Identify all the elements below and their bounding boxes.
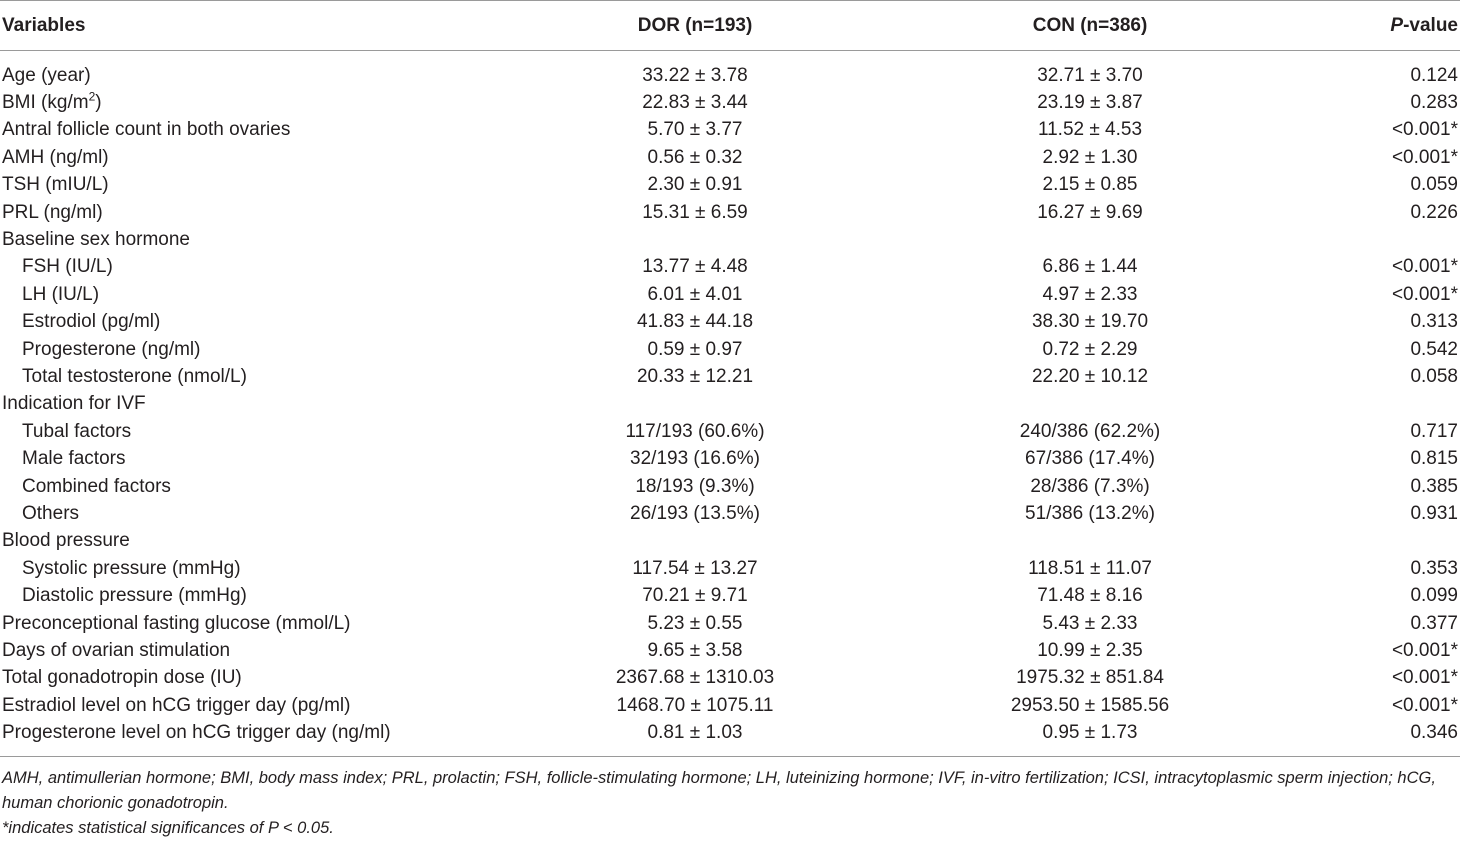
table-row [0,117,1460,144]
row-label-text: Male factors [22,448,126,470]
table-row [0,89,1460,116]
row-label-text: Preconceptional fasting glucose (mmol/L) [2,612,351,634]
table-body [0,51,1460,747]
dor-value: 2.30 ± 0.91 [647,174,743,196]
p-value: 0.346 [1410,722,1458,744]
table-row [0,445,1460,472]
p-value: <0.001* [1391,639,1458,661]
p-value: <0.001* [1391,256,1458,278]
row-label-text: Antral follicle count in both ovaries [2,119,291,141]
table-row [0,62,1460,89]
con-value: 67/386 (17.4%) [1025,448,1155,470]
row-label [0,448,520,470]
row-label-tail: ) [95,92,102,114]
table-row [0,226,1460,253]
row-label [0,202,520,224]
con-value: 2.15 ± 0.85 [1042,174,1138,196]
dor-value: 15.31 ± 6.59 [642,201,748,223]
dor-value: 32/193 (16.6%) [630,448,760,470]
dor-value: 18/193 (9.3%) [635,475,755,497]
row-label-text: Diastolic pressure (mmHg) [22,585,247,607]
row-label-text: Blood pressure [2,530,130,552]
table-row [0,309,1460,336]
p-value: <0.001* [1391,694,1458,716]
table-row [0,719,1460,746]
row-label [0,311,520,333]
p-value: <0.001* [1391,146,1458,168]
table-row [0,144,1460,171]
row-label [0,366,520,388]
row-label [0,640,520,662]
footnote-significance: *indicates statistical significances of P < 0.05. [2,819,334,837]
row-label [0,695,520,717]
row-label [0,476,520,498]
row-label-text: AMH (ng/ml) [2,146,109,168]
header-con: CON (n=386) [1032,14,1148,36]
p-value: 0.353 [1410,557,1458,579]
con-value: 1975.32 ± 851.84 [1016,667,1164,689]
table-row [0,172,1460,199]
footnote-abbreviations: AMH, antimullerian hormone; BMI, body mass index; PRL, prolactin; FSH, follicle-stimulating hormone; LH, luteinizing hormone; IVF, in-vitro fertilization; ICSI, intracytoplasmic sperm injection; hCG, human chorionic gonadotropin. [2,769,1436,812]
row-label [0,284,520,306]
header-p-rest: -value [1403,14,1458,36]
row-label-text: Estradiol level on hCG trigger day (pg/ml) [2,694,351,716]
con-value: 23.19 ± 3.87 [1037,92,1143,114]
row-label [0,65,520,87]
p-value: 0.226 [1410,201,1458,223]
con-value: 2953.50 ± 1585.56 [1010,694,1170,716]
table-row [0,199,1460,226]
row-label-text: Systolic pressure (mmHg) [22,557,241,579]
row-label [0,119,520,141]
con-value: 4.97 ± 2.33 [1042,283,1138,305]
p-value: 0.124 [1410,64,1458,86]
dor-value: 2367.68 ± 1310.03 [615,667,775,689]
row-label-text: Age (year) [2,64,91,86]
table-header [0,0,1460,51]
table-row [0,336,1460,363]
row-label [0,421,520,443]
dor-value: 33.22 ± 3.78 [642,64,748,86]
dor-value: 5.70 ± 3.77 [647,119,743,141]
con-value: 71.48 ± 8.16 [1037,585,1143,607]
table-row [0,555,1460,582]
p-value: 0.059 [1410,174,1458,196]
con-value: 32.71 ± 3.70 [1037,64,1143,86]
row-label-text: BMI (kg/m [2,92,89,114]
row-label [0,585,520,607]
p-value: 0.313 [1410,311,1458,333]
row-label-text: Days of ovarian stimulation [2,639,231,661]
dor-value: 1468.70 ± 1075.11 [616,694,774,716]
row-label-text: Total gonadotropin dose (IU) [2,667,242,689]
dor-value: 9.65 ± 3.58 [647,639,743,661]
table-footnotes [2,766,1458,841]
p-value: <0.001* [1391,283,1458,305]
row-label-superscript: 2 [88,89,96,104]
p-value: 0.058 [1410,365,1458,387]
p-value: <0.001* [1391,667,1458,689]
dor-value: 0.56 ± 0.32 [647,146,743,168]
row-label-text: Indication for IVF [2,393,146,415]
con-value: 6.86 ± 1.44 [1042,256,1138,278]
table-row [0,500,1460,527]
table-row [0,665,1460,692]
table-row [0,391,1460,418]
con-value: 51/386 (13.2%) [1025,502,1155,524]
con-value: 240/386 (62.2%) [1019,420,1161,442]
row-label-text: Baseline sex hormone [2,229,190,251]
row-label [0,722,520,744]
dor-value: 5.23 ± 0.55 [647,612,743,634]
table-row [0,528,1460,555]
p-value: <0.001* [1391,119,1458,141]
row-label [0,339,520,361]
dor-value: 26/193 (13.5%) [630,502,760,524]
row-label [0,229,520,251]
con-value: 22.20 ± 10.12 [1031,365,1149,387]
p-value: 0.717 [1410,420,1458,442]
dor-value: 0.59 ± 0.97 [647,338,743,360]
row-label-text: LH (IU/L) [22,283,100,305]
dor-value: 117/193 (60.6%) [625,420,765,442]
p-value: 0.283 [1410,92,1458,114]
dor-value: 22.83 ± 3.44 [642,92,748,114]
con-value: 38.30 ± 19.70 [1031,311,1149,333]
dor-value: 20.33 ± 12.21 [636,365,754,387]
row-label [0,503,520,525]
p-value: 0.099 [1410,585,1458,607]
row-label-text: Total testosterone (nmol/L) [22,365,247,387]
table-bottom-rule [0,756,1460,757]
table-row [0,582,1460,609]
row-label [0,393,520,415]
con-value: 5.43 ± 2.33 [1042,612,1138,634]
con-value: 16.27 ± 9.69 [1037,201,1143,223]
dor-value: 41.83 ± 44.18 [636,311,754,333]
header-variables: Variables [2,14,86,36]
row-label [0,174,520,196]
con-value: 10.99 ± 2.35 [1037,639,1143,661]
row-label-text: Combined factors [22,475,171,497]
con-value: 11.52 ± 4.53 [1037,119,1143,141]
table-row [0,418,1460,445]
row-label [0,147,520,169]
table-row [0,281,1460,308]
con-value: 0.72 ± 2.29 [1042,338,1138,360]
header-p-value [1310,15,1460,37]
row-label-text: PRL (ng/ml) [2,201,103,223]
row-label [0,530,520,552]
con-value: 118.51 ± 11.07 [1028,557,1152,579]
row-label-text: TSH (mIU/L) [2,174,109,196]
p-value: 0.385 [1410,475,1458,497]
con-value: 2.92 ± 1.30 [1042,146,1138,168]
row-label [0,613,520,635]
row-label [0,256,520,278]
row-label [0,89,520,114]
p-value: 0.815 [1410,448,1458,470]
con-value: 28/386 (7.3%) [1030,475,1150,497]
p-value: 0.377 [1410,612,1458,634]
row-label [0,558,520,580]
row-label-text: Estrodiol (pg/ml) [22,311,161,333]
table-row [0,692,1460,719]
table-row [0,254,1460,281]
row-label-text: Tubal factors [22,420,132,442]
p-value: 0.931 [1410,502,1458,524]
dor-value: 13.77 ± 4.48 [642,256,748,278]
row-label-text: FSH (IU/L) [22,256,113,278]
dor-value: 117.54 ± 13.27 [632,557,758,579]
table-row [0,363,1460,390]
row-label-text: Progesterone level on hCG trigger day (ng/ml) [2,722,391,744]
row-label-text: Progesterone (ng/ml) [22,338,201,360]
row-label-text: Others [22,502,80,524]
table-row [0,473,1460,500]
row-label [0,667,520,689]
dor-value: 70.21 ± 9.71 [642,585,748,607]
header-p-italic: P [1390,14,1404,36]
table-row [0,610,1460,637]
dor-value: 6.01 ± 4.01 [647,283,743,305]
p-value: 0.542 [1410,338,1458,360]
table-row [0,637,1460,664]
header-dor: DOR (n=193) [637,14,753,36]
con-value: 0.95 ± 1.73 [1042,722,1138,744]
dor-value: 0.81 ± 1.03 [647,722,743,744]
